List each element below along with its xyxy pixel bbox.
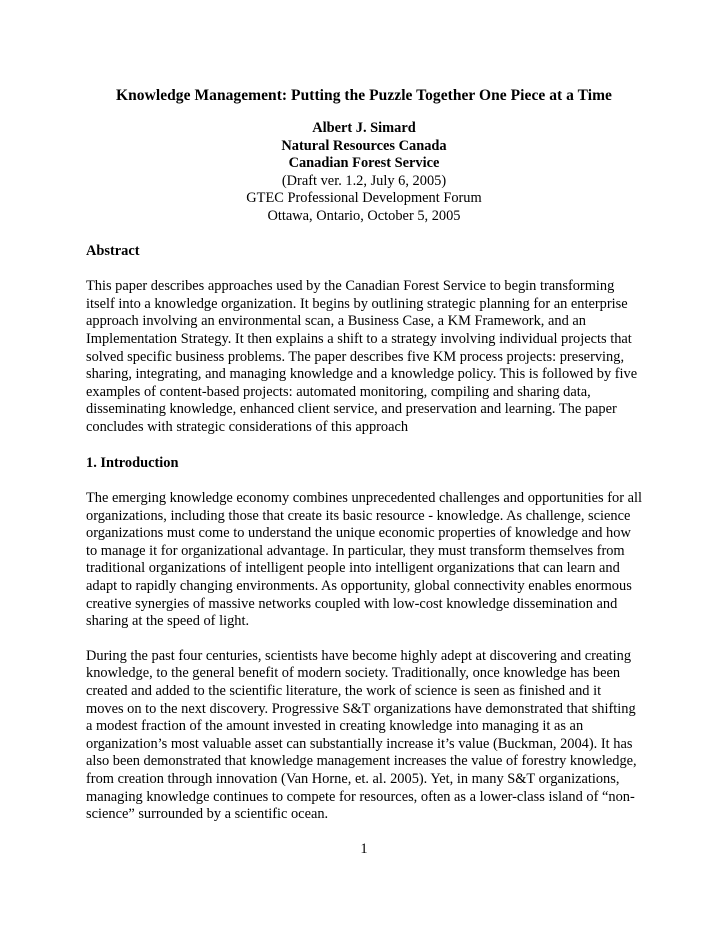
page-number: 1 xyxy=(360,841,368,857)
event-place-date: Ottawa, Ontario, October 5, 2005 xyxy=(267,207,461,224)
draft-version: (Draft ver. 1.2, July 6, 2005) xyxy=(281,172,447,189)
author-org-1: Natural Resources Canada xyxy=(281,137,447,154)
introduction-paragraph-1: The emerging knowledge economy combines unprecedented challenges and opportunities for all organizations, including those that create its basic resource - knowledge. As challenge, science organizations must come to understand the unique economic properties of knowledge and how to manage it for organizational advantage. In particular, they must transform themselves from traditional organizations of intelligent people into intelligent organizations that can learn and adapt to rapidly changing environments. As opportunity, global connectivity enables enormous creative synergies of massive networks coupled with low-cost knowledge dissemination and sharing at the speed of light. xyxy=(86,490,642,630)
introduction-paragraph-2: During the past four centuries, scientists have become highly adept at discovering and creating knowledge, to the general benefit of modern society. Traditionally, once knowledge has been created and added to the scientific literature, the work of science is seen as finished and it moves on to the next discovery. Progressive S&T organizations have demonstrated that shifting a modest fraction of the amount invested in creating knowledge into managing it as an organization’s most valuable asset can substantially increase it’s value (Buckman, 2004). It has also been demonstrated that knowledge management increases the value of forestry knowledge, from creation through innovation (Van Horne, et. al. 2005). Yet, in many S&T organizations, managing knowledge continues to compete for resources, often as a lower-class island of “non-science” surrounded by a scientific ocean. xyxy=(86,647,637,823)
abstract-heading: Abstract xyxy=(86,242,140,259)
author-org-2: Canadian Forest Service xyxy=(288,155,440,172)
abstract-text: This paper describes approaches used by the Canadian Forest Service to begin transforming itself into a knowledge organization. It begins by outlining strategic planning for an enterprise approach involving an environmental scan, a Business Case, a KM Framework, and an Implementation Strategy. It then explains a shift to a strategy involving individual projects that solved specific business problems. The paper describes five KM process projects: preserving, sharing, integrating, and managing knowledge and a knowledge policy. This is followed by five examples of content-based projects: automated monitoring, compiling and sharing data, disseminating knowledge, enhanced client service, and preservation and learning. The paper concludes with strategic considerations of this approach xyxy=(86,278,638,435)
paper-title: Knowledge Management: Putting the Puzzle Together One Piece at a Time xyxy=(116,87,612,104)
author-name: Albert J. Simard xyxy=(312,120,416,136)
author-block xyxy=(86,120,642,226)
introduction-heading: 1. Introduction xyxy=(86,454,179,471)
event-name: GTEC Professional Development Forum xyxy=(246,190,482,207)
